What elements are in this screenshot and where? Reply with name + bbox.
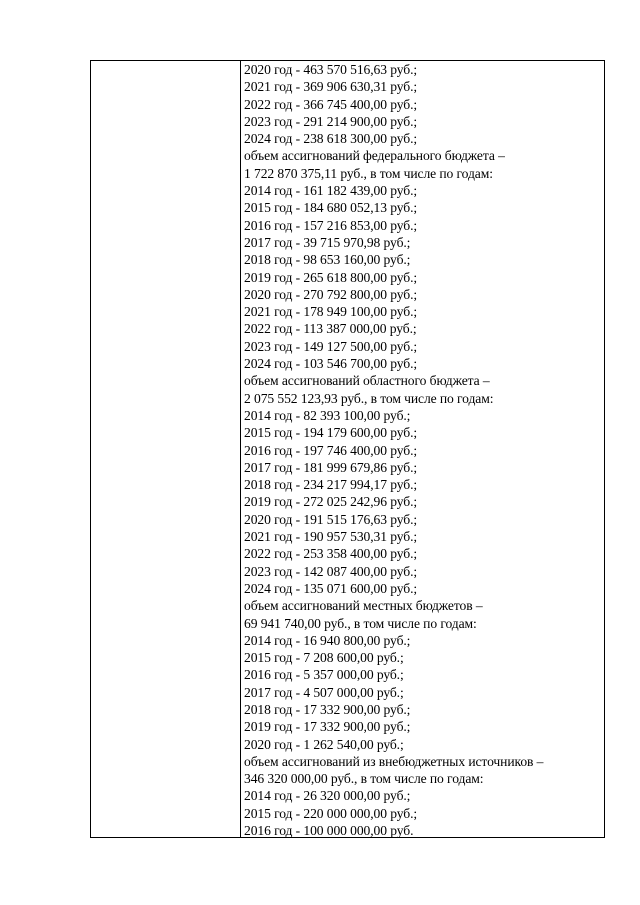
- table-left-cell: [91, 61, 241, 837]
- funding-line: 2023 год - 142 087 400,00 руб.;: [244, 563, 418, 579]
- funding-line: 2022 год - 113 387 000,00 руб.;: [244, 321, 417, 337]
- funding-line: 2017 год - 4 507 000,00 руб.;: [244, 684, 404, 700]
- funding-line: 2023 год - 149 127 500,00 руб.;: [244, 338, 418, 354]
- funding-line: 1 722 870 375,11 руб., в том числе по годам:: [244, 165, 493, 181]
- funding-line: 2019 год - 265 618 800,00 руб.;: [244, 269, 418, 285]
- funding-line: 2017 год - 181 999 679,86 руб.;: [244, 459, 418, 475]
- funding-line: 2015 год - 7 208 600,00 руб.;: [244, 650, 404, 666]
- funding-line: 2022 год - 366 745 400,00 руб.;: [244, 96, 418, 112]
- funding-table: [90, 60, 605, 838]
- funding-line: 2016 год - 100 000 000,00 руб.: [244, 823, 414, 839]
- funding-line: 2014 год - 161 182 439,00 руб.;: [244, 183, 418, 199]
- funding-line: 2014 год - 16 940 800,00 руб.;: [244, 632, 411, 648]
- funding-line: 2021 год - 178 949 100,00 руб.;: [244, 304, 418, 320]
- funding-line: объем ассигнований местных бюджетов –: [244, 598, 483, 614]
- funding-line: 2018 год - 234 217 994,17 руб.;: [244, 477, 418, 493]
- funding-line: 2018 год - 98 653 160,00 руб.;: [244, 252, 411, 268]
- table-right-cell: [241, 61, 604, 837]
- funding-line: 2019 год - 17 332 900,00 руб.;: [244, 719, 411, 735]
- funding-line: 2015 год - 220 000 000,00 руб.;: [244, 805, 418, 821]
- funding-line: 2016 год - 157 216 853,00 руб.;: [244, 217, 418, 233]
- funding-line: 2023 год - 291 214 900,00 руб.;: [244, 113, 418, 129]
- funding-line: 2020 год - 463 570 516,63 руб.;: [244, 62, 418, 77]
- funding-line: 2014 год - 82 393 100,00 руб.;: [244, 407, 411, 423]
- funding-line: объем ассигнований областного бюджета –: [244, 373, 490, 389]
- funding-line: 2020 год - 270 792 800,00 руб.;: [244, 286, 418, 302]
- funding-line: 2021 год - 369 906 630,31 руб.;: [244, 79, 418, 95]
- funding-line: 2018 год - 17 332 900,00 руб.;: [244, 701, 411, 717]
- funding-line: 2020 год - 1 262 540,00 руб.;: [244, 736, 404, 752]
- funding-line: 2022 год - 253 358 400,00 руб.;: [244, 546, 418, 562]
- funding-line: 2016 год - 5 357 000,00 руб.;: [244, 667, 404, 683]
- funding-line: 2015 год - 184 680 052,13 руб.;: [244, 200, 418, 216]
- funding-line: объем ассигнований из внебюджетных источников –: [244, 753, 544, 769]
- funding-line: 69 941 740,00 руб., в том числе по годам:: [244, 615, 477, 631]
- funding-line: 2024 год - 103 546 700,00 руб.;: [244, 356, 418, 372]
- funding-line: 2024 год - 135 071 600,00 руб.;: [244, 580, 418, 596]
- funding-line: 2024 год - 238 618 300,00 руб.;: [244, 131, 418, 147]
- funding-line: 2017 год - 39 715 970,98 руб.;: [244, 234, 411, 250]
- funding-line: 2014 год - 26 320 000,00 руб.;: [244, 788, 411, 804]
- funding-line: 2020 год - 191 515 176,63 руб.;: [244, 511, 418, 527]
- funding-line: 2015 год - 194 179 600,00 руб.;: [244, 425, 418, 441]
- funding-line: 2021 год - 190 957 530,31 руб.;: [244, 529, 418, 545]
- funding-line: 346 320 000,00 руб., в том числе по годам:: [244, 771, 484, 787]
- funding-line: 2016 год - 197 746 400,00 руб.;: [244, 442, 418, 458]
- funding-line: 2019 год - 272 025 242,96 руб.;: [244, 494, 418, 510]
- funding-line: объем ассигнований федерального бюджета –: [244, 148, 505, 164]
- funding-line: 2 075 552 123,93 руб., в том числе по годам:: [244, 390, 494, 406]
